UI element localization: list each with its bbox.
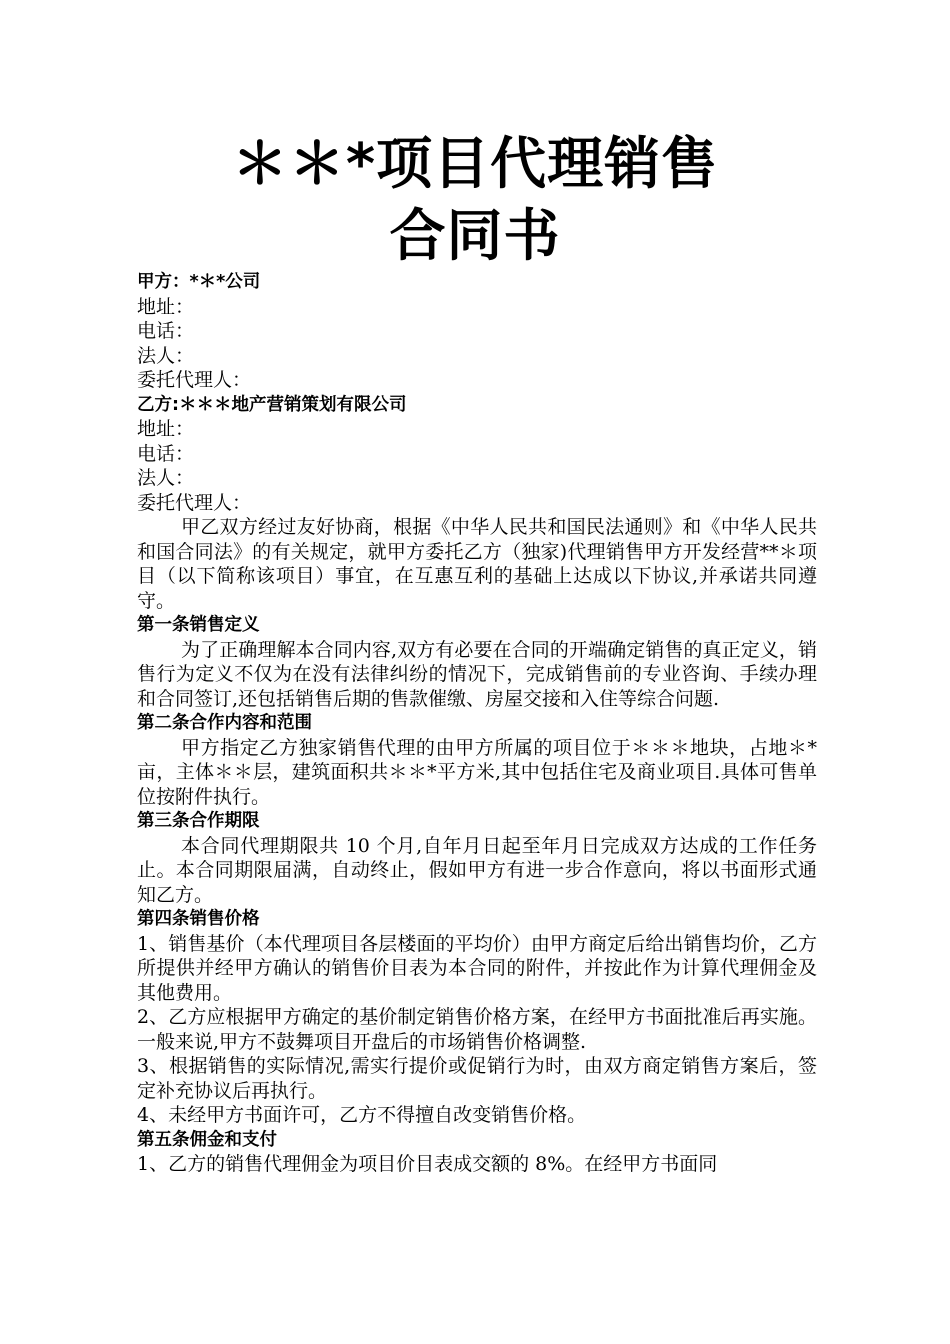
party-b-address: 地址： — [137, 418, 195, 440]
article-2-text: 甲方指定乙方独家销售代理的由甲方所属的项目位于＊＊＊地块，占地＊*亩，主体＊＊层，建筑面积共＊＊*平方米,其中包括住宅及商业项目.具体可售单位按附件执行。 — [137, 736, 817, 808]
party-a-heading: 甲方：*＊*公司 — [137, 272, 261, 292]
article-4-item: 4、未经甲方书面许可，乙方不得擅自改变销售价格。 — [137, 1104, 587, 1126]
article-4-heading: 第四条销售价格 — [137, 909, 260, 929]
document-title-line-2: 合同书 — [389, 204, 561, 269]
party-a-phone: 电话： — [137, 320, 195, 342]
article-3-heading: 第三条合作期限 — [137, 811, 260, 831]
party-a-legal: 法人： — [137, 344, 195, 367]
article-4-item: 1、销售基价（本代理项目各层楼面的平均价）由甲方商定后给出销售均价，乙方所提供并经甲方确认的销售价目表为本合同的附件，并按此作为计算代理佣金及其他费用。 — [137, 932, 817, 1004]
article-4-item: 2、乙方应根据甲方确定的基价制定销售价格方案，在经甲方书面批准后再实施。一般来说,甲方不鼓舞项目开盘后的市场销售价格调整. — [137, 1006, 817, 1053]
article-5-heading: 第五条佣金和支付 — [137, 1129, 277, 1150]
article-2-heading: 第二条合作内容和范围 — [137, 713, 312, 733]
intro-paragraph: 甲乙双方经过友好协商，根据《中华人民共和国民法通则》和《中华人民共和国合同法》的有关规定，就甲方委托乙方（独家)代理销售甲方开发经营**＊项目（以下简称该项目）事宜，在互惠互利的基础上达成以下协议,并承诺共同遵守。 — [137, 516, 817, 612]
party-b-heading: 乙方:＊＊＊地产营销策划有限公司 — [137, 394, 407, 415]
article-1-text: 为了正确理解本合同内容,双方有必要在合同的开端确定销售的真正定义，销售行为定义不仅为在没有法律纠纷的情况下，完成销售前的专业咨询、手续办理和合同签订,还包括销售后期的售款催缴、房屋交接和入住等综合问题. — [137, 638, 817, 710]
party-a-address: 地址： — [137, 295, 195, 318]
article-5-item: 1、乙方的销售代理佣金为项目价目表成交额的 8%。在经甲方书面同 — [137, 1153, 718, 1175]
article-3-text: 本合同代理期限共 10 个月,自年月日起至年月日完成双方达成的工作任务止。本合同期限届满，自动终止，假如甲方有进一步合作意向，将以书面形式通知乙方。 — [137, 834, 817, 906]
article-4-item: 3、根据销售的实际情况,需实行提价或促销行为时，由双方商定销售方案后，签定补充协议后再执行。 — [137, 1055, 817, 1102]
party-b-legal: 法人： — [137, 467, 195, 489]
article-1-heading: 第一条销售定义 — [137, 615, 260, 635]
document-title-line-1: ＊＊*项目代理销售 — [231, 132, 719, 197]
contract-body — [137, 270, 817, 1177]
party-a-agent: 委托代理人： — [137, 369, 252, 391]
party-b-phone: 电话： — [137, 442, 195, 465]
party-b-agent: 委托代理人： — [137, 491, 252, 514]
